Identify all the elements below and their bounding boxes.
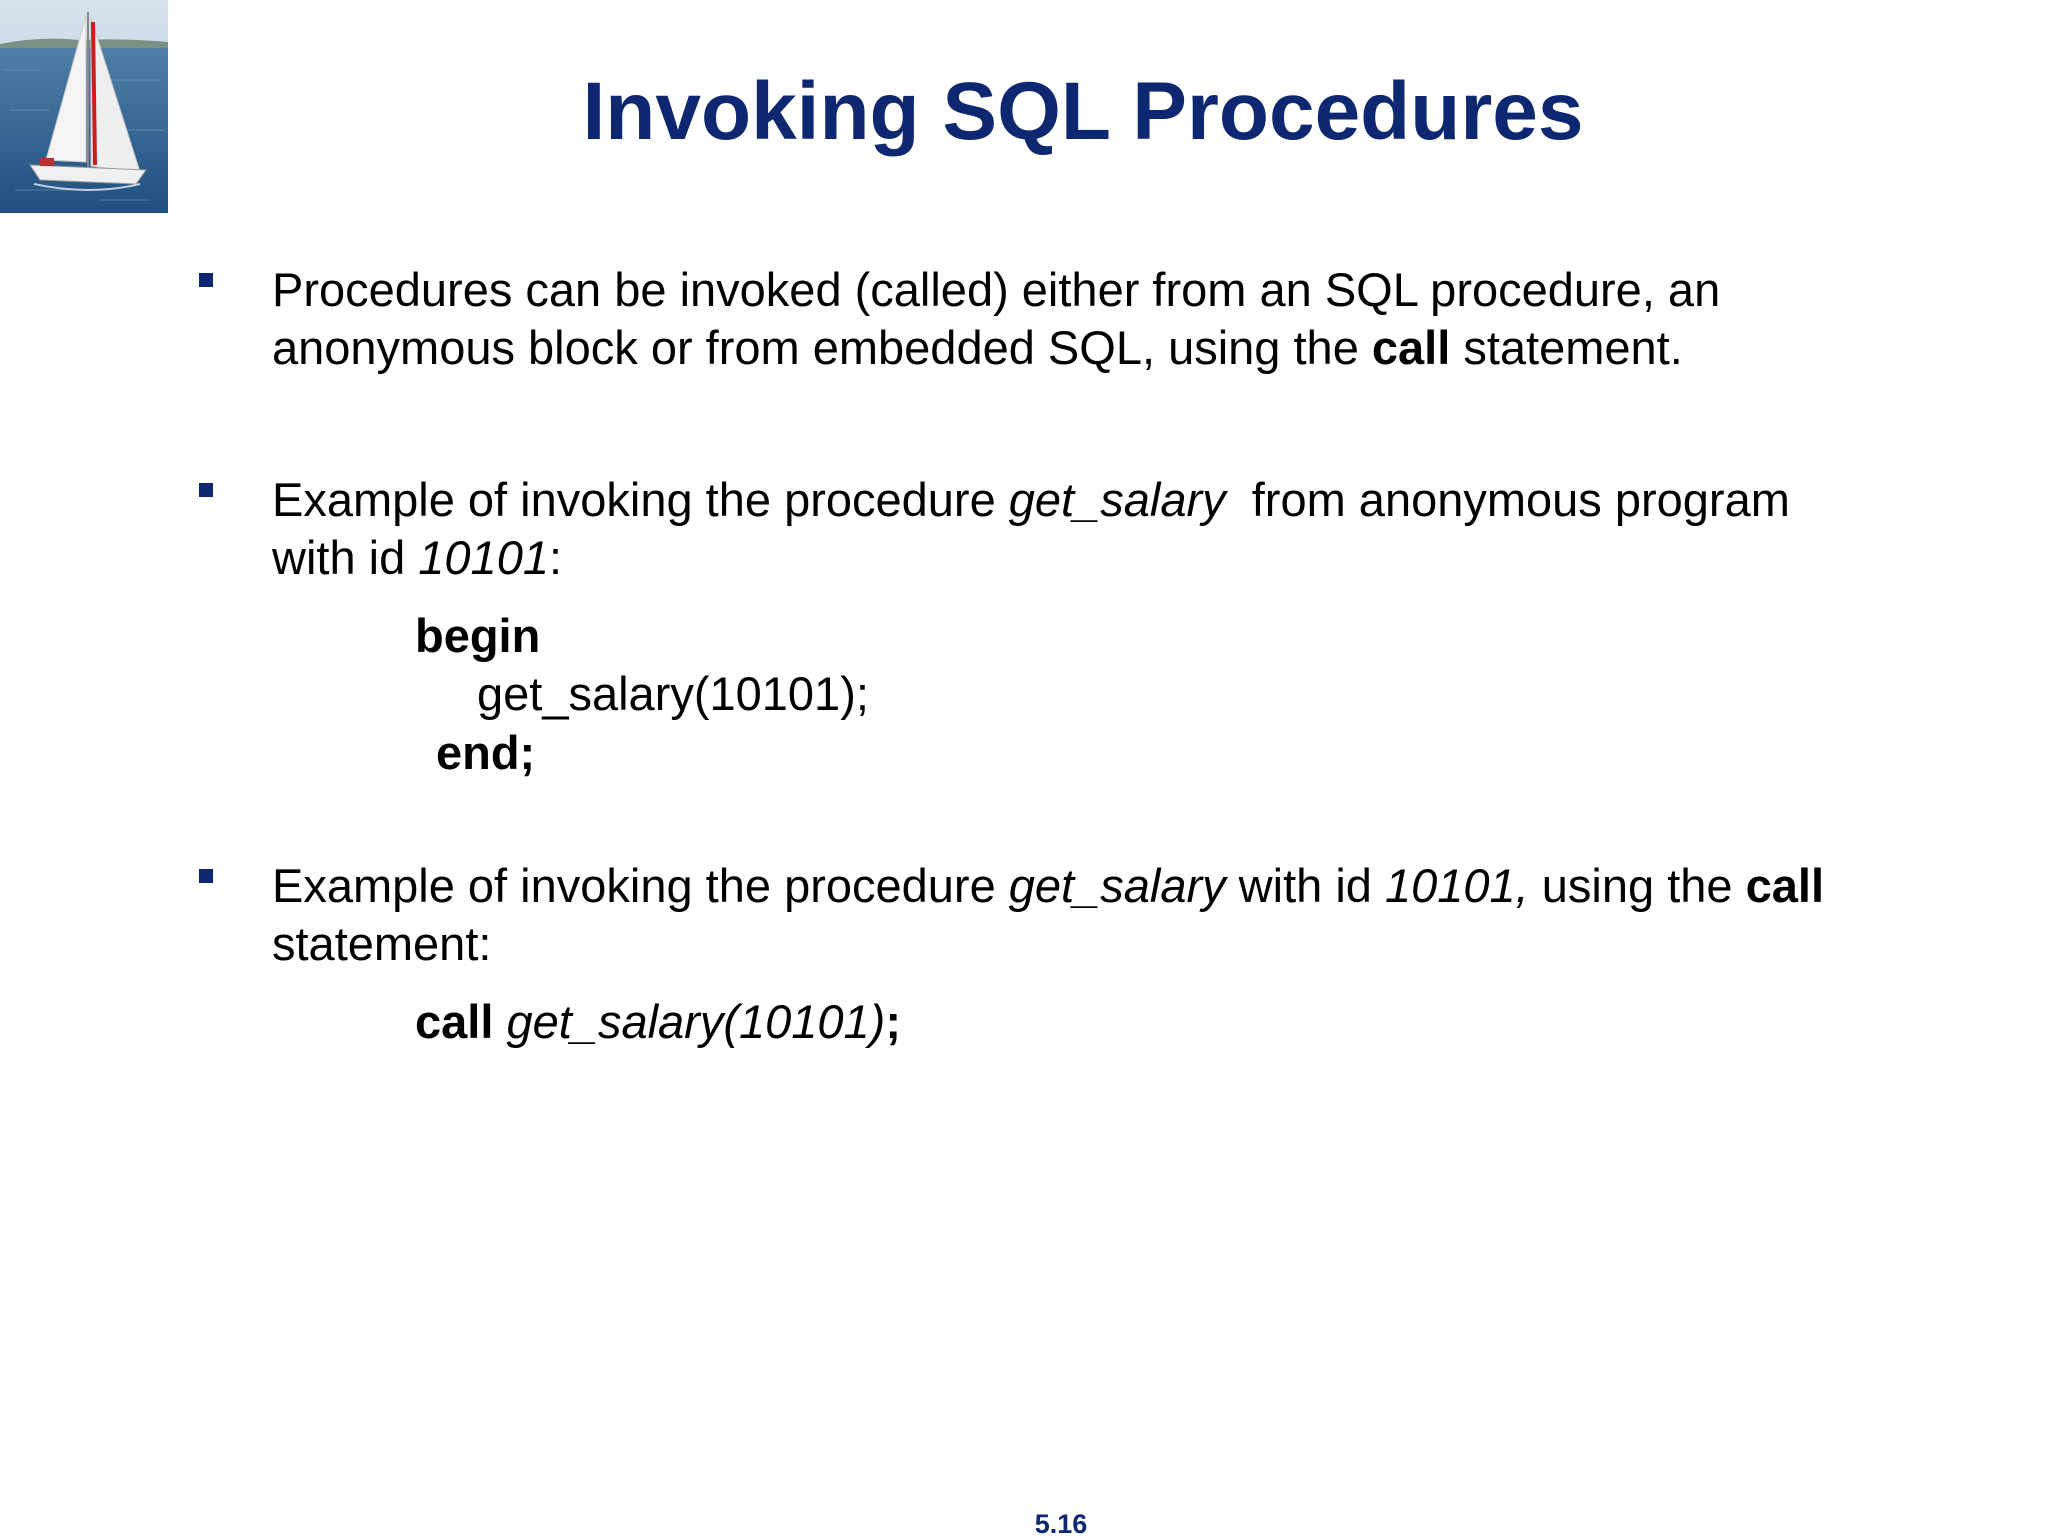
bullet-2-text: :	[548, 531, 563, 584]
procedure-call: get_salary(10101);	[477, 667, 869, 720]
bullet-2-text: Example of invoking the procedure	[272, 473, 1009, 526]
bullet-2-text: with id	[272, 531, 419, 584]
code-body	[477, 664, 869, 723]
bullet-1-text: statement.	[1450, 321, 1683, 374]
procedure-call: get_salary(10101)	[506, 995, 886, 1048]
call-keyword: call	[1371, 321, 1451, 374]
call-keyword: call	[1745, 859, 1825, 912]
bullet-1-line-2	[272, 318, 1683, 377]
call-example	[415, 992, 901, 1051]
bullet-2-line-2	[272, 528, 562, 587]
bullet-3-text: with id	[1225, 859, 1385, 912]
procedure-name: get_salary	[1008, 859, 1226, 912]
page-number: 5.16	[1034, 1509, 1088, 1539]
id-value: 10101,	[1384, 859, 1529, 912]
bullet-marker	[199, 869, 213, 883]
code-begin	[415, 606, 540, 665]
statement-terminator: ;	[885, 995, 901, 1048]
bullet-1-line-1	[272, 260, 1720, 319]
slide-title: Invoking SQL Procedures	[582, 66, 1584, 157]
bullet-1-text: anonymous block or from embedded SQL, using the	[272, 321, 1372, 374]
bullet-3-text: Example of invoking the procedure	[272, 859, 1009, 912]
code-end	[436, 723, 535, 782]
bullet-2-text: from anonymous program	[1225, 473, 1790, 526]
bullet-2-line-1	[272, 470, 1790, 529]
bullet-marker	[199, 273, 213, 287]
call-keyword: call	[415, 995, 494, 1048]
bullet-3-text: using the	[1528, 859, 1746, 912]
id-value: 10101	[418, 531, 549, 584]
bullet-3-line-2	[272, 914, 491, 973]
begin-keyword: begin	[415, 609, 541, 662]
bullet-3-line-1	[272, 856, 1824, 915]
procedure-name: get_salary	[1008, 473, 1226, 526]
bullet-3-text: statement:	[272, 917, 492, 970]
end-keyword: end;	[436, 726, 536, 779]
bullet-1-text: Procedures can be invoked (called) either from an SQL procedure, an	[272, 263, 1721, 316]
bullet-marker	[199, 483, 213, 497]
